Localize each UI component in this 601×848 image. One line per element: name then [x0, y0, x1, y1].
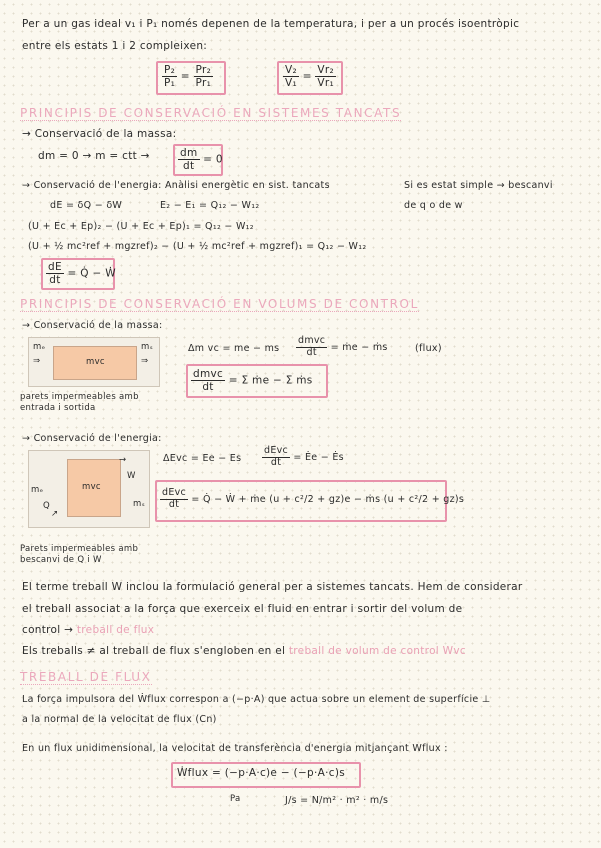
work-label: W	[127, 471, 136, 481]
cv-mass-box	[186, 364, 328, 398]
flow-work-units: J/s = N/m² · m² · m/s	[285, 795, 389, 806]
closed-energy-label: → Conservació de l'energia: Anàlisi energètic en sist. tancats	[22, 180, 330, 191]
me-label: mₑ	[31, 485, 44, 495]
cv-energy-diagram	[28, 450, 150, 528]
ms-label: mₛ	[133, 499, 146, 509]
flow-work-formula: Ẇflux = (−p·A·c)e − (−p·A·c)s	[177, 767, 346, 779]
section-control-volume-title: PRINCIPIS DE CONSERVACIÓ EN VOLUMS DE CONTROL	[20, 297, 419, 311]
pr2-label: Pr₂	[195, 64, 212, 76]
equals-zero: = 0	[203, 153, 223, 166]
flux-note: (flux)	[415, 343, 442, 354]
equals-sign: =	[302, 70, 312, 83]
flow-work-term: treball de flux	[76, 624, 155, 636]
isentropic-volume-box	[277, 61, 343, 95]
dt-label: dt	[306, 346, 317, 358]
dm-label: dm	[180, 147, 198, 159]
energy-rate-rhs: = Ėe − Ės	[293, 451, 344, 463]
paragraph-line-3	[22, 624, 154, 636]
diagram2-caption-2: bescanvi de Q i W	[20, 555, 102, 565]
dt-label: dt	[49, 274, 61, 287]
dt-label: dt	[168, 498, 180, 510]
vr1-label: Vr₁	[317, 77, 334, 90]
q-minus-w: = Q̇ − Ẇ	[67, 267, 116, 280]
energy-equation-1b: E₂ − E₁ = Q₁₂ − W₁₂	[160, 200, 260, 211]
control-volume-block	[67, 459, 121, 517]
dt-label: dt	[270, 456, 282, 468]
mvc-label: mvc	[86, 357, 105, 367]
me-label: mₑ	[33, 342, 46, 352]
dt-label: dt	[183, 160, 195, 173]
energy-equation-1: dE = δQ − δW	[50, 200, 123, 211]
cv-energy-label: → Conservació de l'energia:	[22, 433, 162, 444]
isentropic-pressure-box	[156, 61, 226, 95]
v1-label: V₁	[285, 77, 297, 90]
vr2-label: Vr₂	[317, 64, 334, 76]
paragraph-line-2: el treball associat a la força que exerceix el fluid en entrar i sortir del volum de	[22, 603, 463, 615]
devc-label: dEvc	[162, 487, 187, 498]
control-volume-work-term: treball de volum de control Wvc	[288, 645, 466, 657]
energy-note-2: de q o de w	[404, 200, 463, 211]
dt-label: dt	[202, 381, 214, 394]
closed-energy-box	[41, 258, 115, 290]
energy-note-1: Si es estat simple → bescanvi	[404, 180, 553, 191]
heat-arrow-icon: ↗	[51, 509, 59, 519]
dmvc-label: dmvc	[298, 335, 326, 346]
inlet-arrow-icon: ⇒	[33, 356, 41, 366]
flow-work-line-1: La força impulsora del Ẇflux correspon a (−p·A) que actua sobre un element de superfície ⊥	[22, 694, 491, 705]
energy-equation-3: (U + ½ mc²ref + mgzref)₂ − (U + ½ mc²ref + mgzref)₁ = Q₁₂ − W₁₂	[28, 241, 367, 252]
energy-equation-2: (U + Ec + Ep)₂ − (U + Ec + Ep)₁ = Q₁₂ − W₁₂	[28, 221, 254, 232]
cv-mass-diagram	[28, 337, 160, 387]
de-label: dE	[48, 261, 62, 273]
paragraph-line-1: El terme treball W inclou la formulació general per a sistemes tancats. Hem de considerar	[22, 581, 523, 593]
outlet-arrow-icon: ⇒	[141, 356, 149, 366]
sum-mass-rates: = Σ ṁe − Σ ṁs	[228, 374, 313, 387]
work-arrow-icon: →	[119, 455, 127, 465]
section-closed-systems-title: PRINCIPIS DE CONSERVACIÓ EN SISTEMES TANCATS	[20, 106, 402, 120]
control-volume-block	[53, 346, 137, 380]
flow-work-line-2: a la normal de la velocitat de flux (Cn)	[22, 714, 217, 725]
energy-balance-rhs: = Q̇ − Ẇ + ṁe (u + c²/2 + gz)e − ṁs (u + c²/2 + gz)s	[191, 493, 465, 505]
diagram1-caption-2: entrada i sortida	[20, 403, 96, 413]
dmvc-label: dmvc	[193, 368, 224, 380]
heat-label: Q	[43, 501, 50, 511]
equals-sign: =	[180, 70, 190, 83]
flow-work-line-3: En un flux unidimensional, la velocitat de transferència d'energia mitjançant Wflux :	[22, 743, 448, 754]
other-work-text: Els treballs ≠ al treball de flux s'engloben en el	[22, 645, 286, 657]
cv-mass-label: → Conservació de la massa:	[22, 320, 163, 331]
flow-work-box	[171, 762, 361, 788]
mass-rate-rhs: = ṁe − ṁs	[330, 341, 388, 353]
closed-mass-label: → Conservació de la massa:	[22, 128, 177, 140]
v2-label: V₂	[285, 64, 297, 76]
closed-mass-equation: dm = 0 → m = ctt →	[38, 150, 150, 162]
p1-label: P₁	[164, 77, 176, 90]
mvc-label: mvc	[82, 482, 101, 492]
cv-energy-box	[155, 480, 465, 522]
ms-label: mₛ	[141, 342, 154, 352]
p2-label: P₂	[164, 64, 176, 76]
cv-mass-equation: Δm vc = me − ms	[188, 343, 280, 354]
diagram2-caption-1: Parets impermeables amb	[20, 544, 139, 554]
paragraph-line-4	[22, 645, 466, 657]
section-flow-work-title: TREBALL DE FLUX	[20, 670, 152, 684]
intro-line-2: entre els estats 1 i 2 compleixen:	[22, 40, 208, 52]
control-arrow-text: control →	[22, 624, 74, 636]
cv-energy-equation: ΔEvc = Ee − Es	[163, 453, 242, 464]
cv-energy-rate	[262, 446, 344, 469]
intro-line-1: Per a un gas ideal v₁ i P₁ només depenen de la temperatura, i per a un procés isoentròpic	[22, 18, 520, 30]
cv-mass-rate	[296, 336, 388, 359]
pressure-unit-label: Pa	[230, 794, 241, 804]
devc-label: dEvc	[264, 445, 289, 456]
closed-mass-box	[173, 144, 223, 176]
diagram1-caption-1: parets impermeables amb	[20, 392, 139, 402]
pr1-label: Pr₁	[195, 77, 212, 90]
